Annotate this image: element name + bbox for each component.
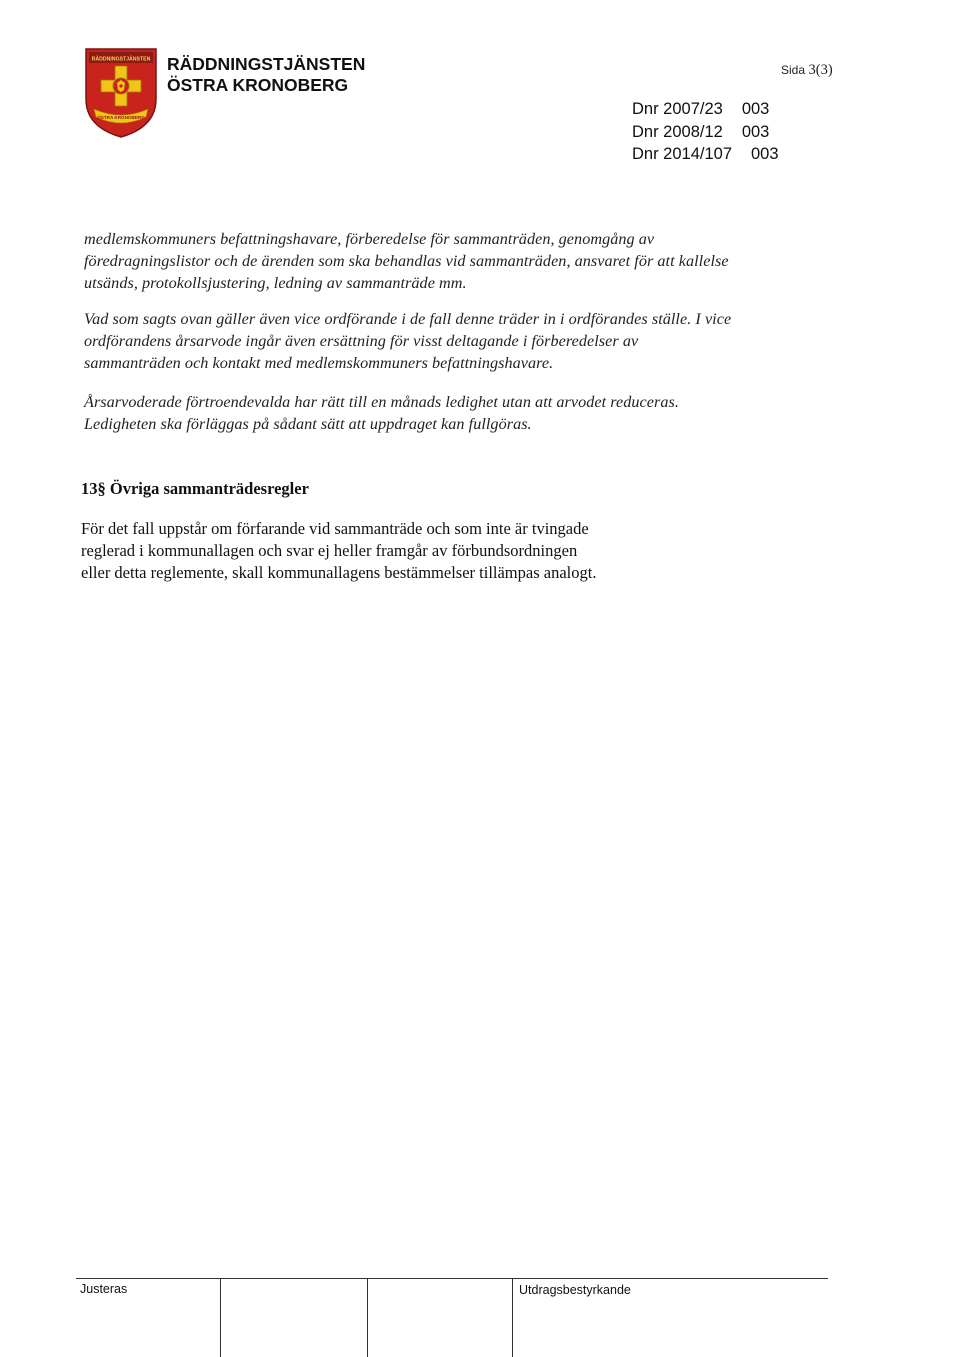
text-line: Vad som sagts ovan gäller även vice ordförande i de fall denne träder in i ordförandes ställe. I vice bbox=[84, 309, 732, 328]
text-line: eller detta reglemente, skall kommunallagens bestämmelser tillämpas analogt. bbox=[81, 562, 597, 582]
coat-of-arms-shield-icon bbox=[84, 47, 158, 139]
text-line: sammanträden och kontakt med medlemskommuners befattningshavare. bbox=[84, 354, 554, 373]
justeras-label: Justeras bbox=[80, 1282, 128, 1296]
text-line: Ledigheten ska förläggas på sådant sätt att uppdraget kan fullgöras. bbox=[84, 415, 532, 434]
text-line: För det fall uppstår om förfarande vid sammanträde och som inte är tvingade bbox=[81, 518, 589, 538]
organization-logo bbox=[84, 47, 158, 139]
paragraph-2 bbox=[84, 308, 864, 375]
organization-name bbox=[167, 54, 365, 96]
section-heading: 13§ Övriga sammanträdesregler bbox=[81, 478, 309, 498]
dnr-code: 003 bbox=[751, 145, 779, 163]
dnr-line bbox=[632, 98, 779, 121]
org-name-line-1: RÄDDNINGSTJÄNSTEN bbox=[167, 54, 366, 74]
utdragsbestyrkande-label: Utdragsbestyrkande bbox=[519, 1283, 631, 1297]
logo-banner-text: RÄDDNINGSTJÄNSTEN bbox=[91, 56, 151, 63]
text-line: föredragningslistor och de ärenden som ska behandlas vid sammanträden, ansvaret för att kallelse bbox=[84, 252, 729, 271]
dnr-code: 003 bbox=[741, 100, 770, 118]
dnr-references bbox=[632, 98, 779, 166]
signature-box-divider bbox=[367, 1278, 368, 1357]
footer-rule bbox=[76, 1278, 828, 1279]
paragraph-3 bbox=[84, 391, 864, 435]
text-line: ordförandens årsarvode ingår även ersättning för visst deltagande i förberedelser av bbox=[84, 331, 639, 350]
signature-footer bbox=[76, 1275, 828, 1357]
dnr-line bbox=[632, 143, 779, 166]
document-body bbox=[81, 228, 864, 584]
org-name-line-2: ÖSTRA KRONOBERG bbox=[167, 75, 349, 95]
section-body bbox=[81, 518, 864, 584]
signature-box-divider bbox=[220, 1278, 221, 1357]
text-line: reglerad i kommunallagen och svar ej heller framgår av förbundsordningen bbox=[81, 540, 578, 560]
text-line: medlemskommuners befattningshavare, förberedelse för sammanträden, genomgång av bbox=[84, 230, 655, 248]
text-line: utsänds, protokollsjustering, ledning av sammanträde mm. bbox=[84, 274, 467, 293]
page-label: Sida bbox=[781, 63, 806, 77]
text-line: Årsarvoderade förtroendevalda har rätt till en månads ledighet utan att arvodet reduceras. bbox=[84, 393, 679, 412]
logo-ribbon-text: ÖSTRA KRONOBERG bbox=[97, 115, 145, 120]
signature-box-divider bbox=[512, 1278, 513, 1357]
paragraph-1 bbox=[84, 228, 864, 295]
dnr-line bbox=[632, 121, 779, 144]
dnr-number: Dnr 2007/23 bbox=[632, 100, 723, 118]
page-number-value: 3(3) bbox=[808, 62, 833, 78]
dnr-number: Dnr 2014/107 bbox=[632, 145, 732, 163]
page-number bbox=[781, 62, 833, 79]
dnr-number: Dnr 2008/12 bbox=[632, 122, 723, 141]
dnr-code: 003 bbox=[741, 122, 770, 141]
